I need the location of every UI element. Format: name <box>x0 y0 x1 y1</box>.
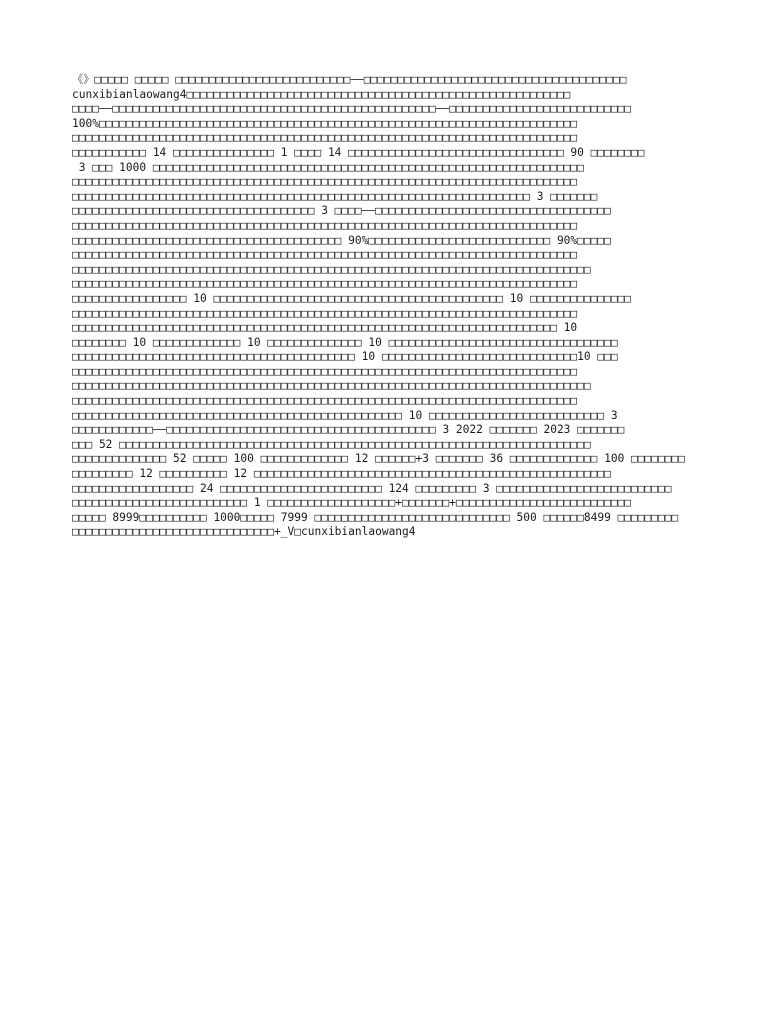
text-line: □□□□□□□□□□□□□□□□□□□□□□□□□□□□□□□□□□□□□□□□□□□□□□□□□□□□□□□□□□□□□□□□□□□□□□□□□□□ <box>72 175 578 189</box>
text-line: □□□□□□□□□□□□□□□□□□□□□□□□□□□□□□□□□□□□□□□□□□□□□□□□□□□□□□□□□□□□□□□□□□□□□□□□□□□ <box>72 248 578 262</box>
text-line: cunxibianlaowang4□□□□□□□□□□□□□□□□□□□□□□□□□□□□□□□□□□□□□□□□□□□□□□□□□□□□□□□□□ <box>72 87 571 101</box>
text-line: 《》□□□□□ □□□□□ □□□□□□□□□□□□□□□□□□□□□□□□□□——□□□□□□□□□□□□□□□□□□□□□□□□□□□□□□□□□□□□□□□ <box>72 73 627 86</box>
text-line: 100%□□□□□□□□□□□□□□□□□□□□□□□□□□□□□□□□□□□□□□□□□□□□□□□□□□□□□□□□□□□□□□□□□□□□□□□ <box>72 116 578 130</box>
text-line: □□□□□□□□□□□□□□□□□□□□□□□□□□□□□□□□□□□□□□□□□□□□□□□□□ 10 □□□□□□□□□□□□□□□□□□□□□□□□□□ 3 <box>72 408 618 422</box>
text-line: □□□□□□□□□□□□□□□□□□□□□□□□□□□□□□□□□□□□□□□□ 90%□□□□□□□□□□□□□□□□□□□□□□□□□□□ 90%□□□□□ <box>72 233 611 247</box>
text-line: □□□□□□□□□□□□□□□□□□□□□□□□□□□□□□□□□□□□□□□□□□□□□□□□□□□□□□□□□□□□□□□□□□□□□□□□□□□ <box>72 131 578 145</box>
text-line: □□□ 52 □□□□□□□□□□□□□□□□□□□□□□□□□□□□□□□□□□□□□□□□□□□□□□□□□□□□□□□□□□□□□□□□□□□□□□ <box>72 437 591 451</box>
text-line: □□□□□ 8999□□□□□□□□□□ 1000□□□□□ 7999 □□□□□□□□□□□□□□□□□□□□□□□□□□□□□ 500 □□□□□□8499 □□□□□□□□□ <box>72 510 679 524</box>
text-line: □□□□□□□□□□□□□□□□□ 10 □□□□□□□□□□□□□□□□□□□□□□□□□□□□□□□□□□□□□□□□□□□ 10 □□□□□□□□□□□□□□□ <box>72 291 632 305</box>
text-line: □□□□□□□□□ 12 □□□□□□□□□□ 12 □□□□□□□□□□□□□□□□□□□□□□□□□□□□□□□□□□□□□□□□□□□□□□□□□□□□□ <box>72 467 611 481</box>
text-line: 3 □□□ 1000 □□□□□□□□□□□□□□□□□□□□□□□□□□□□□□□□□□□□□□□□□□□□□□□□□□□□□□□□□□□□□□□□ <box>72 160 584 174</box>
document-body <box>72 73 706 540</box>
text-line: □□□□□□□□□□□□□□□□□□□□□□□□□□□□□□□□□□□□□□□□□□□□□□□□□□□□□□□□□□□□□□□□□□□□□□□□□□□ <box>72 394 578 408</box>
text-line: □□□□□□□□□□□□□□□□□□□□□□□□□□□□□□□□□□□□□□□□□□ 10 □□□□□□□□□□□□□□□□□□□□□□□□□□□□□10 □□□ <box>72 350 618 364</box>
text-line: □□□□□□□□□□□□□□□□□□□□□□□□□□□□□□□□□□□□□□□□□□□□□□□□□□□□□□□□□□□□□□□□□□□□ 3 □□□□□□□ <box>72 189 598 203</box>
text-line: □□□□□□□□ 10 □□□□□□□□□□□□□ 10 □□□□□□□□□□□□□□ 10 □□□□□□□□□□□□□□□□□□□□□□□□□□□□□□□□□□ <box>72 335 618 349</box>
text-line: □□□□□□□□□□□□□□□□□□□□□□□□□□□□□□□□□□□□□□□□□□□□□□□□□□□□□□□□□□□□□□□□□□□□□□□□□□□ <box>72 306 578 320</box>
text-line: □□□□□□□□□□□□□□□□□□□□□□□□□□□□□□□□□□□□□□□□□□□□□□□□□□□□□□□□□□□□□□□□□□□□□□□□□□□ <box>72 364 578 378</box>
text-line: □□□□□□□□□□□□□□□□□□□□□□□□□□□□□□+_V□cunxibianlaowang4 <box>72 525 416 539</box>
text-line: □□□□□□□□□□□□□□□□□□□□□□□□□□□□□□□□□□□□□□□□□□□□□□□□□□□□□□□□□□□□□□□□□□□□□□□□ 10 <box>72 321 578 335</box>
text-line: □□□□□□□□□□□□□□□□□□□□□□□□□□□□□□□□□□□□□□□□□□□□□□□□□□□□□□□□□□□□□□□□□□□□□□□□□□□ <box>72 277 578 291</box>
text-line: □□□□□□□□□□□□——□□□□□□□□□□□□□□□□□□□□□□□□□□□□□□□□□□□□□□□□ 3 2022 □□□□□□□ 2023 □□□□□□□ <box>72 423 625 437</box>
text-line: □□□□□□□□□□□□□□□□□□□□□□□□□□ 1 □□□□□□□□□□□□□□□□□□□+□□□□□□□+□□□□□□□□□□□□□□□□□□□□□□□□□□ <box>72 496 632 510</box>
text-line: □□□□□□□□□□□□□□□□□□□□□□□□□□□□□□□□□□□□□□□□□□□□□□□□□□□□□□□□□□□□□□□□□□□□□□□□□□□□□ <box>72 262 591 276</box>
text-line: □□□□□□□□□□□□□□□□□□ 24 □□□□□□□□□□□□□□□□□□□□□□□□ 124 □□□□□□□□□ 3 □□□□□□□□□□□□□□□□□□□□□□□□□□ <box>72 481 672 495</box>
text-line: □□□□□□□□□□□□□□□□□□□□□□□□□□□□□□□□□□□□□□□□□□□□□□□□□□□□□□□□□□□□□□□□□□□□□□□□□□□□□ <box>72 379 591 393</box>
text-line: □□□□□□□□□□□□□□□□□□□□□□□□□□□□□□□□□□□□□□□□□□□□□□□□□□□□□□□□□□□□□□□□□□□□□□□□□□□ <box>72 218 578 232</box>
text-line: □□□□——□□□□□□□□□□□□□□□□□□□□□□□□□□□□□□□□□□□□□□□□□□□□□□□□——□□□□□□□□□□□□□□□□□□□□□□□□□□□ <box>72 102 632 116</box>
text-line: □□□□□□□□□□□ 14 □□□□□□□□□□□□□□□ 1 □□□□ 14 □□□□□□□□□□□□□□□□□□□□□□□□□□□□□□□□ 90 □□□□□□□□ <box>72 145 645 159</box>
text-line: □□□□□□□□□□□□□□ 52 □□□□□ 100 □□□□□□□□□□□□□ 12 □□□□□□+3 □□□□□□□ 36 □□□□□□□□□□□□□ 100 □□□□□□□□ <box>72 452 685 466</box>
text-line: □□□□□□□□□□□□□□□□□□□□□□□□□□□□□□□□□□□□ 3 □□□□——□□□□□□□□□□□□□□□□□□□□□□□□□□□□□□□□□□□ <box>72 204 611 218</box>
